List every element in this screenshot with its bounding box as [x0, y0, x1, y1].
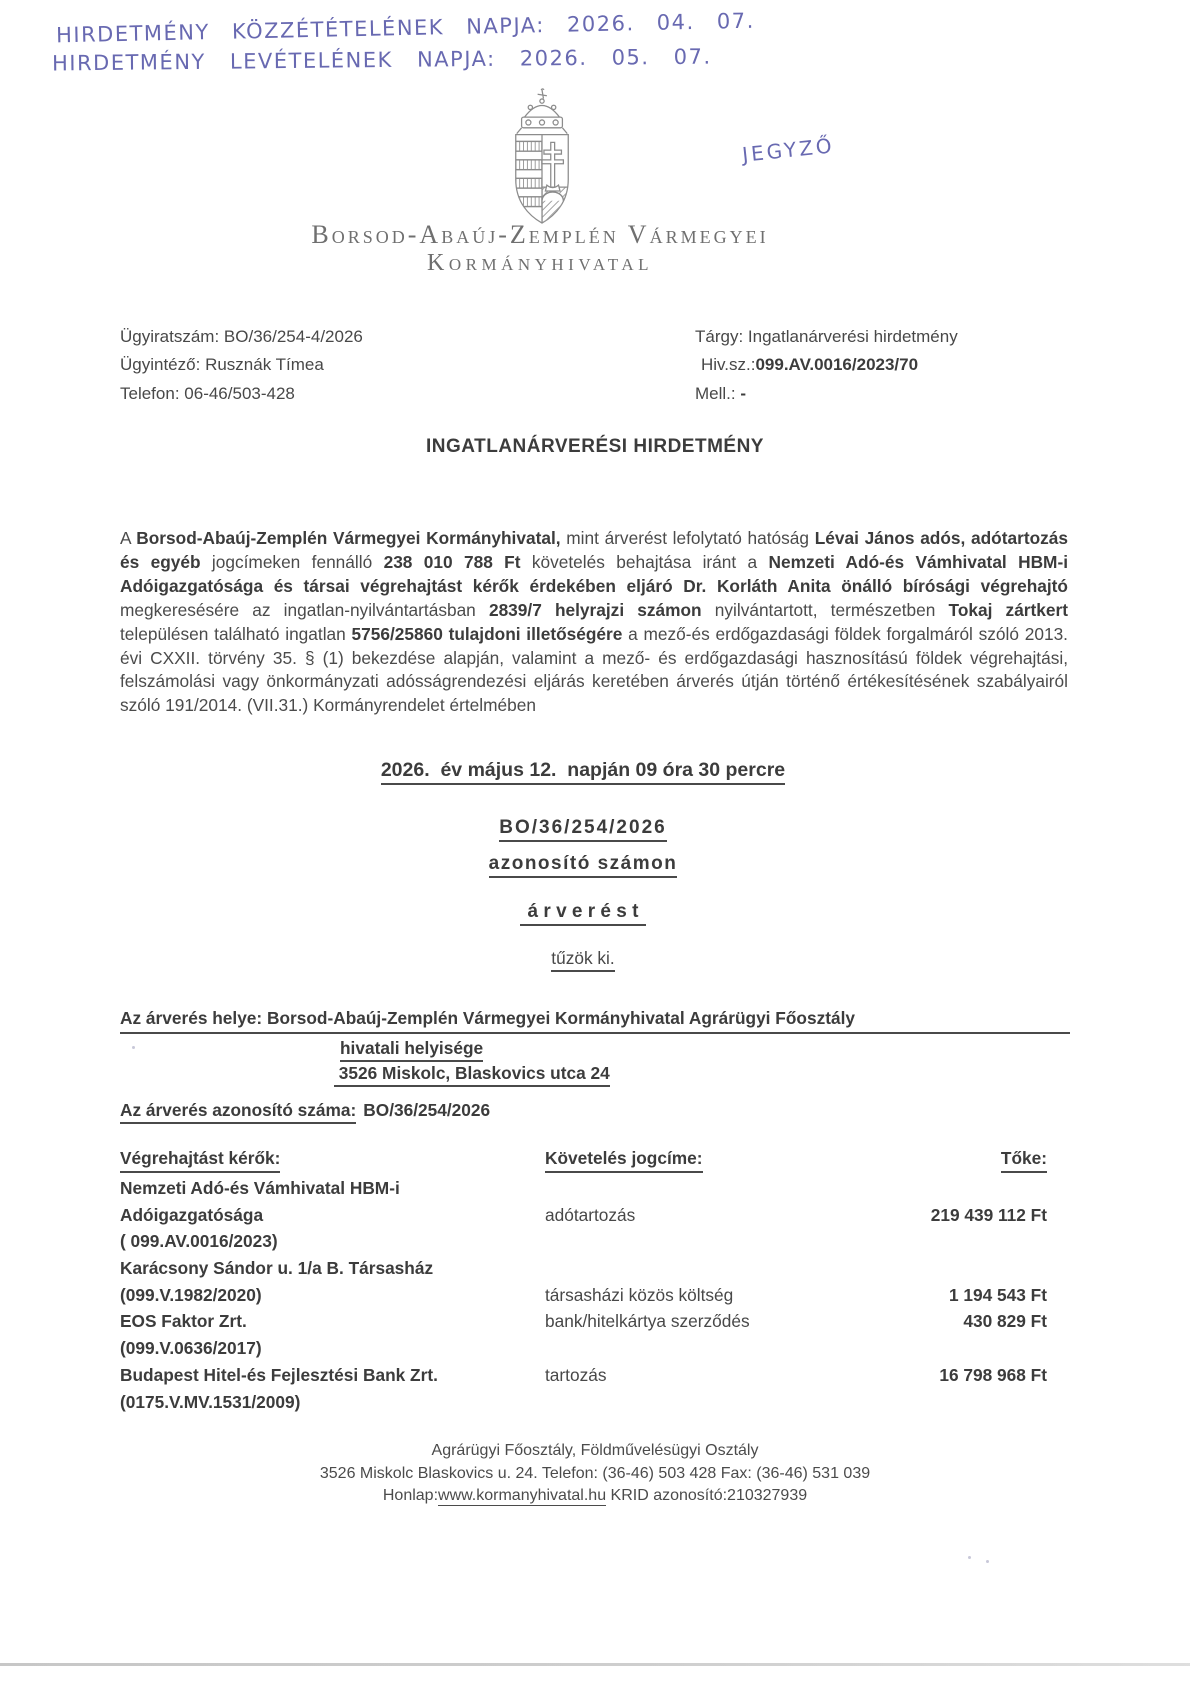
scan-noise	[132, 1046, 135, 1049]
footer-address-phone: 3526 Miskolc Blaskovics u. 24. Telefon: (36-46) 503 428 Fax: (36-46) 531 039	[319, 1464, 871, 1482]
auction-announce-line: tűzök ki.	[8, 948, 1158, 969]
case-number-line: Ügyiratszám: BO/36/254-4/2026	[120, 327, 363, 346]
claim-type-cell: adótartozás	[545, 1204, 636, 1225]
meta-left-column	[120, 323, 363, 408]
amount-cell: 1 194 543 Ft	[949, 1284, 1047, 1305]
header-creditors: Végrehajtást kérők:	[120, 1148, 545, 1173]
auction-case-id-caption: azonosító számon	[8, 853, 1158, 875]
meta-right-column	[695, 323, 958, 408]
scan-artifact-line	[0, 1663, 1190, 1666]
header-principal: Tőke:	[905, 1148, 1047, 1173]
handwritten-jegyzo-note: JEGYZŐ	[740, 133, 836, 167]
amount-cell: 16 798 968 Ft	[939, 1364, 1047, 1385]
claim-type-cell: társasházi közös költség	[545, 1284, 734, 1305]
amount-cell: 430 829 Ft	[963, 1311, 1047, 1332]
claim-type-cell: tartozás	[545, 1364, 607, 1385]
claim-type-cell: bank/hitelkártya szerződés	[545, 1311, 750, 1332]
page-footer	[5, 1440, 1185, 1508]
claims-table-header	[120, 1148, 1047, 1173]
auction-place-line3: 3526 Miskolc, Blaskovics utca 24	[334, 1063, 610, 1084]
handwritten-removal-date: HIRDETMÉNY LEVÉTELÉNEK NAPJA: 2026. 05. 07.	[51, 44, 712, 76]
letterhead-org-line1: Borsod-Abaúj-Zemplén Vármegyei	[311, 220, 769, 249]
claims-table-row	[120, 1175, 1047, 1255]
auction-id-value: BO/36/254/2026	[363, 1100, 491, 1120]
handwritten-publication-date: HIRDETMÉNY KÖZZÉTÉTELÉNEK NAPJA: 2026. 04. 07.	[55, 8, 755, 48]
claims-table-rows	[120, 1175, 1047, 1415]
auction-id-line	[120, 1100, 490, 1121]
auction-place-line2: hivatali helyisége	[340, 1038, 483, 1059]
body-paragraph: A Borsod-Abaúj-Zemplén Vármegyei Kormányhivatal, mint árverést lefolytató hatóság Lévai János adós, adótartozás és egyéb jogcímeken fennálló 238 010 788 Ft követelés behajtása iránt a Nemzeti Adó-és Vámhivatal HBM-i Adóigazgatósága és társai végrehajtást kérők érdekében eljáró Dr. Korláth Anita önálló bírósági végrehajtó megkeresésére az ingatlan-nyilvántartásban 2839/7 helyrajzi számon nyilvántartott, természetben Tokaj zártkert településen található ingatlan 5756/25860 tulajdoni illetőségére a mező-és erdőgazdasági földek forgalmáról szóló 2013. évi CXXII. törvény 35. § (1) bekezdése alapján, valamint a mező- és erdőgazdasági hasznosítású földek végrehajtási, felszámolási vagy önkormányzati adósságrendezési eljárás keretében árverés útján történő értékesítésének szabályairól szóló 191/2014. (VII.31.) Kormányrendelet értelmében	[120, 528, 1069, 716]
subject-line: Tárgy: Ingatlanárverési hirdetmény	[695, 327, 958, 346]
footer-web-line: Honlap:www.kormanyhivatal.hu KRID azonosító:210327939	[382, 1487, 808, 1504]
reference-number-line: Hiv.sz.:099.AV.0016/2023/70	[701, 355, 919, 375]
scan-noise	[986, 1560, 989, 1563]
auction-case-id-line: BO/36/254/2026	[8, 817, 1158, 839]
hungarian-coat-of-arms-icon	[498, 86, 586, 231]
claims-table-row	[120, 1255, 1047, 1308]
document-title: INGATLANÁRVERÉSI HIRDETMÉNY	[426, 436, 764, 457]
subject-value: Ingatlanárverési hirdetmény	[747, 327, 958, 346]
case-officer-line: Ügyintéző: Rusznák Tímea	[120, 355, 324, 375]
amount-cell: 219 439 112 Ft	[930, 1204, 1047, 1225]
creditor-cell: Karácsony Sándor u. 1/a B. Társasház (099.V.1982/2020)	[120, 1258, 434, 1305]
auction-id-label: Az árverés azonosító száma:	[120, 1100, 356, 1124]
reference-number-value: 099.AV.0016/2023/70	[755, 355, 919, 375]
auction-place-line1: Az árverés helye: Borsod-Abaúj-Zemplén Vármegyei Kormányhivatal Agrárügyi Főosztály	[120, 1008, 1070, 1034]
auction-datetime-line: 2026. év május 12. napján 09 óra 30 percre	[8, 759, 1158, 782]
footer-department: Agrárügyi Főosztály, Földművelésügyi Osztály	[431, 1442, 759, 1459]
claims-table-row	[120, 1308, 1047, 1361]
attachment-line: Mell.: -	[695, 383, 747, 403]
creditor-cell: EOS Faktor Zrt. (099.V.0636/2017)	[120, 1311, 262, 1359]
attachment-value: -	[740, 383, 747, 403]
case-officer-value: Rusznák Tímea	[205, 355, 324, 375]
letterhead-org-line2: Kormányhivatal	[427, 250, 653, 276]
phone-value: 06-46/503-428	[184, 383, 295, 403]
phone-line: Telefon: 06-46/503-428	[120, 383, 295, 403]
creditor-cell: Budapest Hitel-és Fejlesztési Bank Zrt. (0175.V.MV.1531/2009)	[120, 1364, 438, 1412]
footer-website-url: www.kormanyhivatal.hu	[438, 1487, 607, 1504]
claims-table-row	[120, 1362, 1047, 1415]
creditor-cell: Nemzeti Adó-és Vámhivatal HBM-i Adóigazgatósága ( 099.AV.0016/2023)	[120, 1178, 400, 1252]
scan-noise	[968, 1556, 971, 1559]
header-claim-type: Követelés jogcíme:	[545, 1148, 905, 1173]
auction-word-line: á r v e r é s t	[8, 901, 1158, 923]
case-number-value: BO/36/254-4/2026	[223, 327, 363, 346]
